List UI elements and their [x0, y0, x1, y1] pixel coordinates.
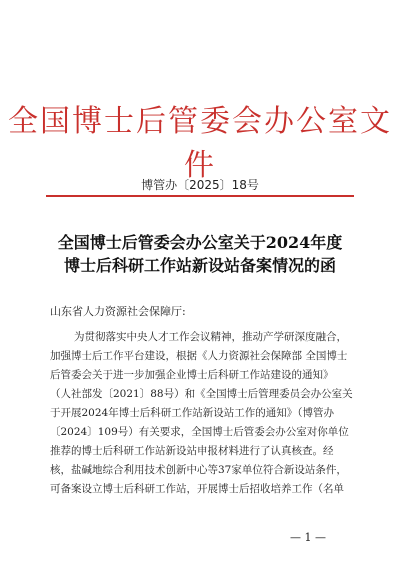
- document-number: 博管办〔2025〕18号: [141, 178, 259, 192]
- body-line: 核，盐碱地综合利用技术创新中心等37家单位符合新设站条件，: [50, 464, 347, 476]
- body-line: （人社部发〔2021〕88号）和《全国博士后管理委员会办公室关: [50, 388, 353, 400]
- document-header: 全国博士后管委会办公室文件: [8, 104, 392, 183]
- body-line: 〔2024〕109号）有关要求，全国博士后管委会办公室对你单位: [50, 426, 349, 438]
- body-line: 加强博士后工作平台建设，根据《人力资源社会保障部 全国博士: [50, 350, 348, 362]
- body-line: 为贯彻落实中央人才工作会议精神，推动产学研深度融合，: [74, 331, 347, 343]
- body-line: 可备案设立博士后科研工作站，开展博士后招收培养工作（名单: [50, 483, 344, 495]
- body-line: 于开展2024年博士后科研工作站新设站工作的通知》（博管办: [50, 407, 334, 419]
- body-line: 后管委会关于进一步加强企业博士后科研工作站建设的通知》: [50, 369, 334, 381]
- salutation: 山东省人力资源社会保障厅:: [50, 305, 186, 318]
- document-title-line-2: 博士后科研工作站新设站备案情况的函: [63, 256, 336, 275]
- header-divider: [46, 195, 354, 197]
- body-line: 推荐的博士后科研工作站新设站申报材料进行了认真核查。经: [50, 445, 334, 457]
- document-title-line-1: 全国博士后管委会办公室关于2024年度: [57, 233, 343, 252]
- page-number: — 1 —: [290, 531, 326, 544]
